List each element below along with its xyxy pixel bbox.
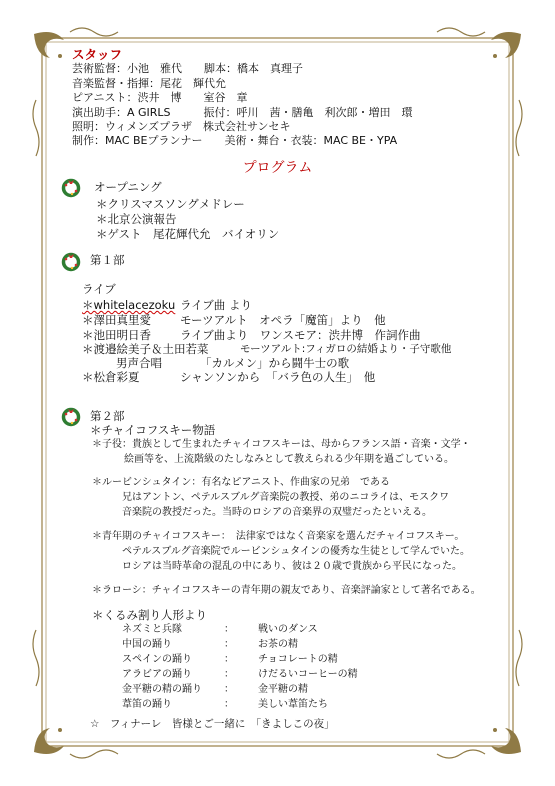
staff-section	[72, 48, 413, 149]
dance-name: 金平糖の精の踊り	[122, 684, 202, 695]
paragraph-line: ＊子役：貴族として生まれたチャイコフスキーは、母からフランス語・音楽・文学・	[92, 439, 471, 450]
dance-role: けだるいコーヒーの精	[258, 669, 358, 680]
paragraph-line: ＊ルービンシュタイン：有名なピアニスト、作曲家の兄弟 である	[92, 477, 390, 488]
paragraph-line: ロシアは当時革命の混乱の中にあり、彼は２０歳で貴族から平民になった。	[122, 561, 462, 572]
dance-role: 戦いのダンス	[258, 624, 318, 635]
performer-desc: モーツアルト オペラ「魔笛」より 他	[180, 313, 386, 327]
performer-desc: モーツアルト:フィガロの結婚より・子守歌他	[240, 343, 452, 355]
part2-title: 第２部	[90, 409, 125, 423]
performer-desc: 「カルメン」から闘牛士の歌	[200, 356, 350, 370]
dance-role: 美しい葦笛たち	[258, 699, 328, 710]
wreath-icon	[60, 176, 82, 198]
paragraph-line: ＊ラローシ：チャイコフスキーの青年期の親友であり、音楽評論家として著名である。	[92, 585, 481, 596]
dance-name: アラビアの踊り	[122, 669, 192, 680]
finale-line: ☆ フィナーレ 皆様とご一緒に 「きよしこの夜」	[90, 718, 335, 730]
paragraph-line: 音楽院の教授だった。当時のロシアの音楽界の双璧だったといえる。	[122, 507, 432, 518]
separator: ：	[224, 654, 234, 665]
paragraph-line: 兄はアントン、ペテルスブルグ音楽院の教授、弟のニコライは、モスクワ	[122, 492, 450, 503]
nutcracker-title: ＊くるみ割り人形より	[92, 608, 207, 622]
wreath-icon	[60, 405, 82, 427]
staff-line: 制作：MAC BEプランナー 美術・舞台・衣装：MAC BE・YPA	[72, 134, 398, 148]
wreath-icon	[60, 250, 82, 272]
staff-heading: スタッフ	[72, 47, 123, 62]
dance-role: 金平糖の精	[258, 684, 308, 695]
separator: ：	[224, 699, 234, 710]
separator: ：	[224, 669, 234, 680]
staff-line: 照明：ウィメンズプラザ 株式会社サンセキ	[72, 120, 291, 134]
separator: ：	[224, 624, 234, 635]
staff-line: ピアニスト：渋井 博 室谷 章	[72, 91, 248, 105]
performer-name: ＊渡邉絵美子＆土田若菜	[82, 342, 209, 356]
dance-name: 中国の踊り	[122, 639, 172, 650]
performer-name: 男声合唱	[116, 356, 162, 370]
separator: ：	[224, 639, 234, 650]
opening-item: ＊北京公演報告	[96, 212, 177, 226]
part1-title: 第１部	[90, 253, 125, 267]
separator: ：	[224, 684, 234, 695]
story-title: ＊チャイコフスキー物語	[90, 423, 216, 437]
performer-desc: シャンソンから 「バラ色の人生」 他	[180, 370, 376, 384]
part1-subtitle: ライブ	[82, 282, 116, 296]
opening-item: ＊ゲスト 尾花輝代允 バイオリン	[96, 227, 280, 241]
opening-title: オープニング	[94, 180, 162, 194]
dance-role: お茶の精	[258, 639, 298, 650]
paragraph-line: ペテルスブルグ音楽院でルービンシュタインの優秀な生徒として学んでいた。	[122, 546, 470, 557]
program-title: プログラム	[242, 160, 313, 176]
opening-item: ＊クリスマスソングメドレー	[96, 197, 245, 211]
staff-line: 芸術監督：小池 雅代 脚本：橋本 真理子	[72, 62, 303, 76]
staff-line: 演出助手：A GIRLS 振付：呼川 茜・膳亀 利次郎・増田 環	[72, 105, 413, 119]
dance-name: 葦笛の踊り	[122, 699, 172, 710]
dance-role: チョコレートの精	[258, 654, 338, 665]
paragraph-line: ＊青年期のチャイコフスキー： 法律家ではなく音楽家を選んだチャイコフスキー。	[92, 531, 465, 542]
dance-name: スペインの踊り	[122, 654, 192, 665]
performer-name: ＊松倉彩夏	[82, 370, 140, 384]
paragraph-line: 絵画等を、上流階級のたしなみとして教えられる少年期を過ごしている。	[124, 454, 454, 465]
performer-desc: ライブ曲 より	[180, 298, 252, 312]
staff-line: 音楽監督・指揮：尾花 輝代允	[72, 76, 226, 90]
performer-name: ＊whitelacezoku	[82, 298, 176, 312]
performer-name: ＊池田明日香	[82, 328, 151, 342]
performer-desc: ライブ曲より ワンスモア：渋井博 作詞作曲	[180, 328, 421, 342]
dance-name: ネズミと兵隊	[122, 624, 182, 635]
performer-name: ＊澤田真里愛	[82, 313, 151, 327]
